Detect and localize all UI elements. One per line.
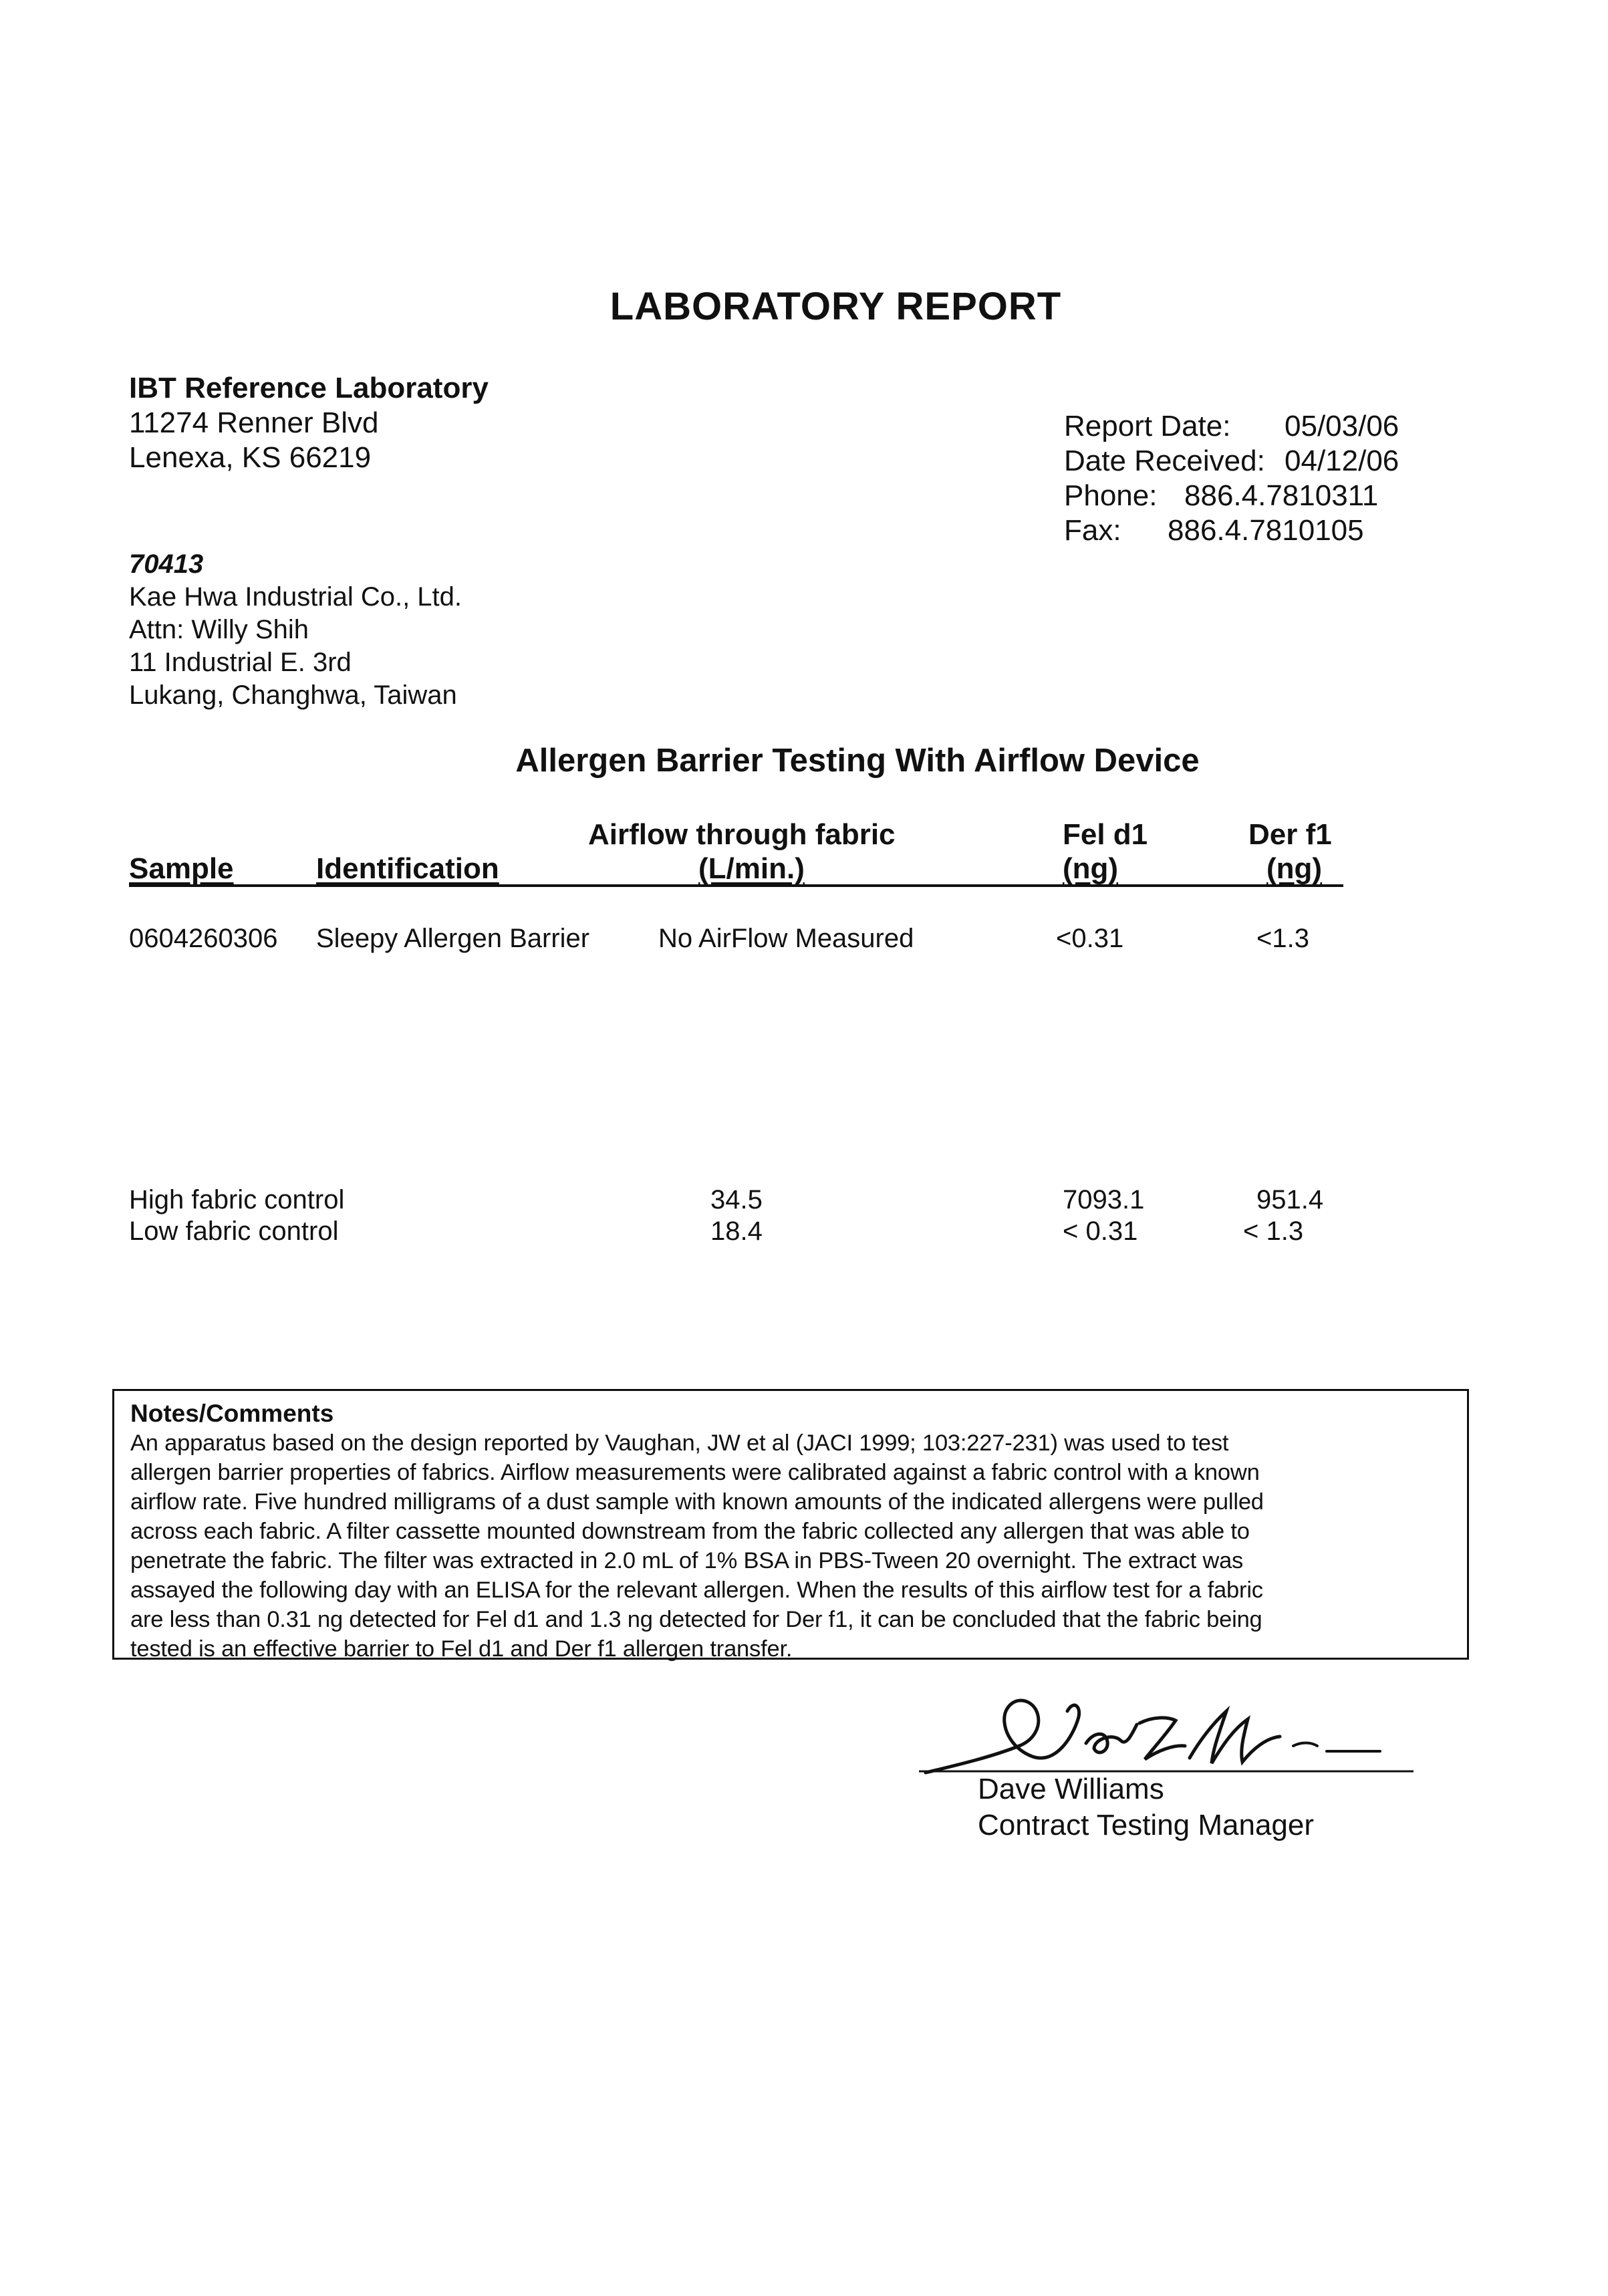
control-fel-d1-low: < 0.31 (1063, 1217, 1138, 1246)
header-sample: Sample (129, 852, 234, 885)
notes-line: airflow rate. Five hundred milligrams of a dust sample with known amounts of the indicated allergens were pulled (130, 1489, 1264, 1515)
control-der-f1-low: < 1.3 (1243, 1217, 1304, 1246)
client-company: Kae Hwa Industrial Co., Ltd. (129, 582, 462, 612)
lab-address-block (129, 371, 489, 475)
header-airflow-line1: Airflow through fabric (588, 818, 896, 851)
signatory-name: Dave Williams (978, 1773, 1164, 1805)
report-info-block (1064, 409, 1399, 548)
notes-line: across each fabric. A filter cassette mounted downstream from the fabric collected any allergen that was able to (130, 1519, 1250, 1544)
date-received-value: 04/12/06 (1285, 444, 1399, 477)
date-received-row (1064, 444, 1399, 479)
client-address-line1: 11 Industrial E. 3rd (129, 648, 352, 677)
lab-address-line2: Lenexa, KS 66219 (129, 441, 372, 474)
phone-label: Phone: (1064, 479, 1158, 512)
phone-value: 886.4.7810311 (1184, 479, 1379, 512)
table-header-rule (129, 884, 1343, 887)
control-airflow-high: 34.5 (710, 1185, 763, 1215)
client-id: 70413 (129, 549, 204, 579)
control-der-f1-high: 951.4 (1256, 1185, 1324, 1215)
notes-line: allergen barrier properties of fabrics. Airflow measurements were calibrated against a fabric control with a known (130, 1460, 1260, 1485)
row-airflow: No AirFlow Measured (658, 924, 914, 953)
signature-scribble-icon (919, 1684, 1427, 1785)
client-address-line2: Lukang, Changhwa, Taiwan (129, 680, 457, 710)
client-address-block (129, 548, 462, 712)
fax-label: Fax: (1064, 514, 1121, 547)
client-attn: Attn: Willy Shih (129, 615, 309, 644)
header-derf1-line1: Der f1 (1248, 818, 1332, 851)
notes-line: are less than 0.31 ng detected for Fel d1 and 1.3 ng detected for Der f1, it can be concluded that the fabric being (130, 1607, 1262, 1632)
row-sample: 0604260306 (129, 924, 278, 953)
signatory-title: Contract Testing Manager (978, 1809, 1315, 1841)
row-fel-d1: <0.31 (1056, 924, 1124, 953)
row-identification: Sleepy Allergen Barrier (316, 924, 590, 953)
report-date-row (1064, 409, 1399, 444)
notes-body (130, 1428, 1452, 1664)
notes-line: assayed the following day with an ELISA for the relevant allergen. When the results of this airflow test for a fabric (130, 1577, 1263, 1603)
header-feld1-line1: Fel d1 (1063, 818, 1148, 851)
notes-box (112, 1389, 1469, 1660)
control-fel-d1-high: 7093.1 (1063, 1185, 1145, 1215)
notes-line: An apparatus based on the design reported by Vaughan, JW et al (JACI 1999; 103:227-231) was used to test (130, 1430, 1229, 1456)
control-label-high: High fabric control (129, 1185, 345, 1215)
signatory-block (978, 1771, 1314, 1843)
notes-title: Notes/Comments (130, 1400, 334, 1427)
control-airflow-low: 18.4 (710, 1217, 763, 1246)
control-label-low: Low fabric control (129, 1217, 339, 1246)
lab-name: IBT Reference Laboratory (129, 372, 489, 404)
header-feld1-line2: (ng) (1063, 852, 1119, 885)
header-airflow-line2: (L/min.) (698, 852, 805, 885)
header-derf1-line2: (ng) (1266, 852, 1323, 885)
notes-line: penetrate the fabric. The filter was extracted in 2.0 mL of 1% BSA in PBS-Tween 20 overnight. The extract was (130, 1548, 1244, 1573)
report-date-label: Report Date: (1064, 410, 1231, 442)
section-title: Allergen Barrier Testing With Airflow Device (515, 743, 1200, 779)
row-der-f1: <1.3 (1256, 924, 1309, 953)
fax-row (1064, 513, 1399, 548)
lab-address-line1: 11274 Renner Blvd (129, 406, 379, 439)
notes-line: tested is an effective barrier to Fel d1 and Der f1 allergen transfer. (130, 1636, 793, 1662)
report-date-value: 05/03/06 (1285, 410, 1399, 442)
phone-row (1064, 479, 1399, 513)
header-identification: Identification (316, 852, 499, 885)
date-received-label: Date Received: (1064, 444, 1265, 477)
fax-value: 886.4.7810105 (1168, 514, 1364, 547)
page-title: LABORATORY REPORT (610, 285, 1062, 328)
